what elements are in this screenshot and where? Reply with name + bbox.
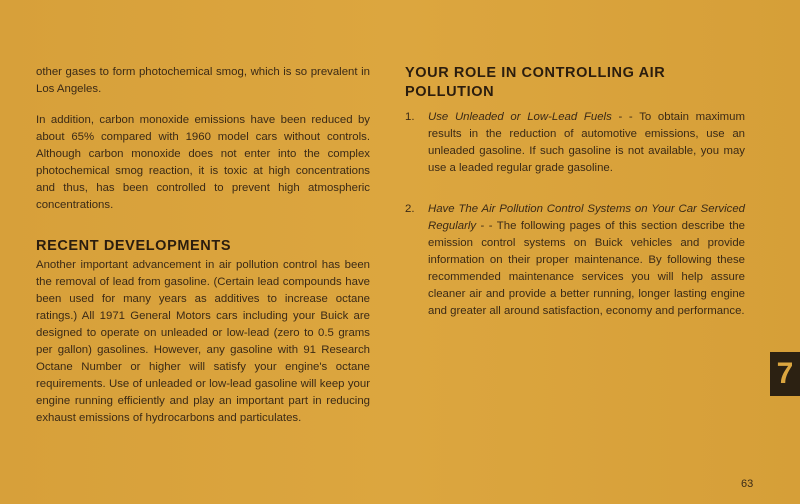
list-item xyxy=(405,201,745,320)
heading-your-role: YOUR ROLE IN CONTROLLING AIR POLLUTION xyxy=(405,65,666,100)
list-number: 1. xyxy=(405,111,415,123)
page-number: 63 xyxy=(741,478,754,490)
left-column xyxy=(36,64,370,441)
right-column xyxy=(405,64,745,320)
list-item-title: Use Unleaded or Low-Lead Fuels xyxy=(428,111,612,123)
paragraph-smog: other gases to form photochemical smog, which is so prevalent in Los Angeles. xyxy=(36,66,370,95)
section-tab: 7 xyxy=(770,352,800,396)
list-item-title: Have The Air Pollution Control Systems on Your Car Serviced Regularly xyxy=(428,203,745,232)
list-item-text: - - To obtain maximum results in the reduction of automotive emissions, use an unleaded gasoline. If such gasoline is not available, you may use a leaded regular grade gasoline. xyxy=(428,111,745,174)
recommendation-list xyxy=(405,109,745,320)
paragraph-carbon-monoxide: In addition, carbon monoxide emissions have been reduced by about 65% compared with 1960 model cars without controls. Although carbon monoxide does not enter into the complex photochemical smog reaction, it is toxic at high concentrations and thus, has been controlled to prevent high atmospheric concentrations. xyxy=(36,114,370,211)
heading-recent-developments: RECENT DEVELOPMENTS xyxy=(36,238,232,254)
list-number: 2. xyxy=(405,203,415,215)
list-item-text: - - The following pages of this section describe the emission control systems on Buick vehicles and provide information on their proper maintenance. By following these recommended maintenance services you will help assure cleaner air and provide a better running, longer lasting engine and greater all around satisfaction, economy and performance. xyxy=(428,220,745,317)
list-item xyxy=(405,109,745,177)
paragraph-lead-removal: Another important advancement in air pollution control has been the removal of lead from gasoline. (Certain lead compounds have been used for many years as additives to increase octane ratings.) All 1971 General Motors cars including your Buick are designed to operate on unleaded or low-lead (zero to 0.5 grams per gallon) gasolines. However, any gasoline with 91 Research Octane Number or higher will satisfy your engine's octane requirements. Use of unleaded or low-lead gasoline will keep your engine running efficiently and play an important part in reducing exhaust emissions of hydrocarbons and particulates. xyxy=(36,259,370,424)
